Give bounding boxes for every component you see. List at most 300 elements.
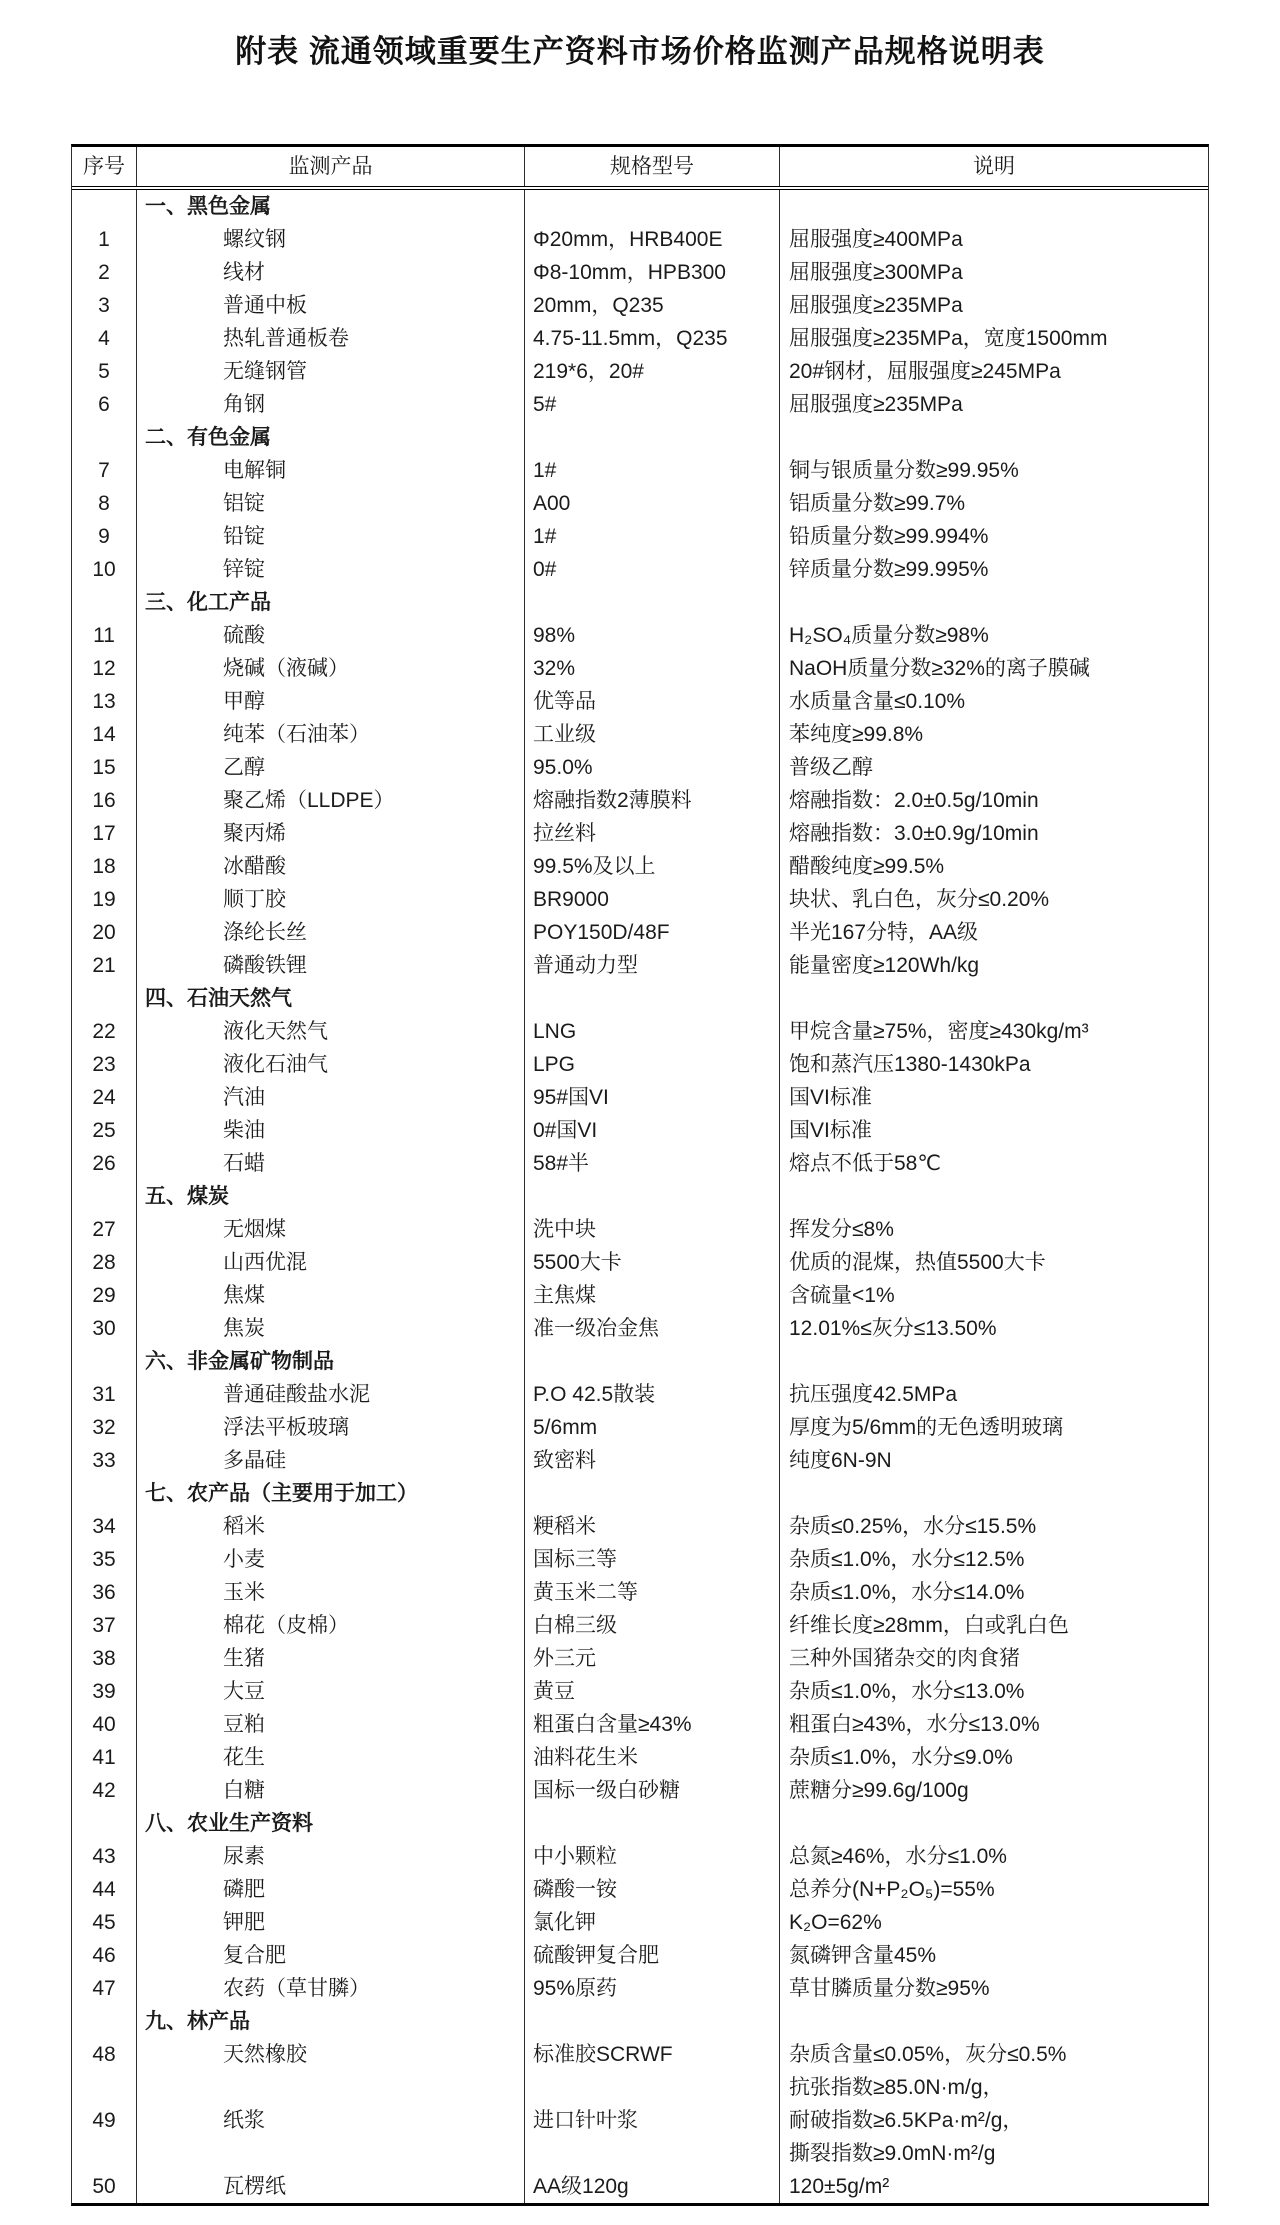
desc-cell-text: 铝质量分数≥99.7%	[789, 492, 966, 515]
row-number-cell-text: 15	[92, 756, 116, 779]
table-row	[72, 1081, 1208, 1114]
spec-cell	[524, 1279, 779, 1312]
spec-cell	[524, 2005, 779, 2038]
table-row	[72, 751, 1208, 784]
spec-cell	[524, 685, 779, 718]
product-cell-text: 花生	[223, 1746, 265, 1769]
product-cell	[136, 652, 524, 685]
row-number-cell	[72, 1840, 136, 1873]
row-number-cell-text: 10	[92, 558, 116, 581]
product-cell-text: 豆粕	[223, 1713, 265, 1736]
desc-cell	[779, 949, 1208, 982]
row-number-cell-text: 30	[92, 1317, 116, 1340]
spec-cell-text: 普通动力型	[533, 954, 638, 977]
row-number-cell	[72, 1807, 136, 1840]
row-number-cell-text: 2	[98, 261, 110, 284]
row-number-cell	[72, 883, 136, 916]
product-cell-text: 铅锭	[223, 525, 265, 548]
spec-cell-text: 1#	[533, 525, 557, 548]
row-number-cell-text: 42	[92, 1779, 116, 1802]
product-cell-text: 复合肥	[223, 1944, 286, 1967]
spec-cell	[524, 1477, 779, 1510]
product-cell-text: 液化石油气	[223, 1053, 328, 1076]
product-cell	[136, 2170, 524, 2203]
row-number-cell-text: 27	[92, 1218, 116, 1241]
desc-cell-text: 苯纯度≥99.8%	[789, 723, 924, 746]
spec-cell	[524, 1048, 779, 1081]
desc-cell	[779, 1708, 1208, 1741]
row-number-cell	[72, 322, 136, 355]
product-cell	[136, 1510, 524, 1543]
desc-cell	[779, 1576, 1208, 1609]
product-cell	[136, 883, 524, 916]
desc-cell-text: 总养分(N+P₂O₅)=55%	[789, 1878, 995, 1901]
product-cell	[136, 784, 524, 817]
spec-cell	[524, 454, 779, 487]
desc-cell	[779, 916, 1208, 949]
desc-cell-text: 12.01%≤灰分≤13.50%	[789, 1317, 997, 1340]
spec-cell-text: 硫酸钾复合肥	[533, 1944, 659, 1967]
spec-cell-text: 优等品	[533, 690, 596, 713]
product-cell-text: 纯苯（石油苯）	[223, 723, 370, 746]
row-number-cell-text: 46	[92, 1944, 116, 1967]
section-label	[136, 2005, 524, 2038]
spec-cell-text: 外三元	[533, 1647, 596, 1670]
table-row	[72, 2071, 1208, 2170]
product-cell-text: 浮法平板玻璃	[223, 1416, 349, 1439]
row-number-cell-text: 37	[92, 1614, 116, 1637]
desc-cell-text: NaOH质量分数≥32%的离子膜碱	[789, 657, 1090, 680]
spec-cell	[524, 256, 779, 289]
row-number-cell-text: 48	[92, 2043, 116, 2066]
spec-cell-text: 粗蛋白含量≥43%	[533, 1713, 692, 1736]
spec-cell	[524, 652, 779, 685]
row-number-cell	[72, 223, 136, 256]
table-row	[72, 520, 1208, 553]
product-cell-text: 角钢	[223, 393, 265, 416]
spec-cell-text: LPG	[533, 1053, 576, 1076]
table-row	[72, 1840, 1208, 1873]
row-number-cell-text: 43	[92, 1845, 116, 1868]
row-number-cell	[72, 1015, 136, 1048]
desc-cell	[779, 2038, 1208, 2071]
desc-cell-text: 杂质≤1.0%，水分≤12.5%	[789, 1548, 1025, 1571]
desc-cell	[779, 1939, 1208, 1972]
spec-cell	[524, 322, 779, 355]
product-cell-text: 普通中板	[223, 294, 307, 317]
desc-cell	[779, 751, 1208, 784]
spec-cell	[524, 2038, 779, 2071]
product-cell	[136, 256, 524, 289]
spec-cell	[524, 1312, 779, 1345]
spec-table	[71, 144, 1209, 2206]
table-row	[72, 1048, 1208, 1081]
spec-cell-text: 氯化钾	[533, 1911, 596, 1934]
row-number-cell	[72, 1477, 136, 1510]
spec-cell	[524, 784, 779, 817]
row-number-cell-text: 31	[92, 1383, 116, 1406]
desc-cell-text: 粗蛋白≥43%，水分≤13.0%	[789, 1713, 1040, 1736]
desc-cell-text: 熔融指数：2.0±0.5g/10min	[789, 789, 1039, 812]
desc-cell	[779, 1114, 1208, 1147]
product-cell-text: 电解铜	[223, 459, 286, 482]
section-label-text: 三、化工产品	[145, 591, 271, 614]
spec-cell-text: P.O 42.5散装	[533, 1383, 656, 1406]
desc-cell	[779, 1213, 1208, 1246]
row-number-cell-text: 8	[98, 492, 110, 515]
row-number-cell	[72, 652, 136, 685]
spec-cell	[524, 949, 779, 982]
product-cell-text: 乙醇	[223, 756, 265, 779]
row-number-cell-text: 17	[92, 822, 116, 845]
desc-cell-text: 锌质量分数≥99.995%	[789, 558, 989, 581]
table-row	[72, 685, 1208, 718]
row-number-cell	[72, 1279, 136, 1312]
desc-cell	[779, 1675, 1208, 1708]
product-cell	[136, 1246, 524, 1279]
desc-cell-text: 总氮≥46%，水分≤1.0%	[789, 1845, 1007, 1868]
spec-cell-text: 4.75-11.5mm，Q235	[533, 327, 728, 350]
spec-cell	[524, 1576, 779, 1609]
table-row	[72, 1741, 1208, 1774]
section-row	[72, 982, 1208, 1015]
product-cell-text: 磷肥	[223, 1878, 265, 1901]
row-number-cell	[72, 2170, 136, 2203]
row-number-cell-text: 3	[98, 294, 110, 317]
row-number-cell-text: 36	[92, 1581, 116, 1604]
product-cell-text: 尿素	[223, 1845, 265, 1868]
spec-cell	[524, 2170, 779, 2203]
spec-cell	[524, 1675, 779, 1708]
section-label-text: 二、有色金属	[145, 426, 271, 449]
desc-cell-text: 熔点不低于58℃	[789, 1152, 941, 1175]
row-number-cell-text: 16	[92, 789, 116, 812]
row-number-cell-text: 12	[92, 657, 116, 680]
desc-cell	[779, 652, 1208, 685]
table-row	[72, 1213, 1208, 1246]
table-row	[72, 916, 1208, 949]
desc-cell-text: 能量密度≥120Wh/kg	[789, 954, 980, 977]
column-header-product: 监测产品	[136, 147, 524, 186]
section-label	[136, 1180, 524, 1213]
desc-cell-text: 20#钢材，屈服强度≥245MPa	[789, 360, 1061, 383]
spec-cell-text: 98%	[533, 624, 576, 647]
row-number-cell-text: 35	[92, 1548, 116, 1571]
desc-cell-text: 醋酸纯度≥99.5%	[789, 855, 945, 878]
desc-cell	[779, 982, 1208, 1015]
spec-cell	[524, 1246, 779, 1279]
spec-cell	[524, 1510, 779, 1543]
product-cell	[136, 1378, 524, 1411]
row-number-cell	[72, 1873, 136, 1906]
row-number-cell	[72, 2005, 136, 2038]
product-cell	[136, 718, 524, 751]
desc-cell-text: 120±5g/m²	[789, 2175, 890, 2198]
section-row	[72, 2005, 1208, 2038]
product-cell	[136, 487, 524, 520]
product-cell-text: 钾肥	[223, 1911, 265, 1934]
table-row	[72, 1675, 1208, 1708]
product-cell	[136, 1411, 524, 1444]
table-row	[72, 223, 1208, 256]
row-number-cell	[72, 1576, 136, 1609]
spec-cell-text: LNG	[533, 1020, 577, 1043]
table-row	[72, 322, 1208, 355]
spec-cell	[524, 619, 779, 652]
desc-line: 撕裂指数≥9.0mN·m²/g	[789, 2142, 996, 2165]
table-body	[72, 190, 1208, 2203]
spec-cell-text: 白棉三级	[533, 1614, 617, 1637]
row-number-cell	[72, 1708, 136, 1741]
section-label	[136, 1477, 524, 1510]
desc-cell	[779, 586, 1208, 619]
row-number-cell-text: 40	[92, 1713, 116, 1736]
table-row	[72, 1972, 1208, 2005]
spec-cell	[524, 751, 779, 784]
desc-cell-text: 挥发分≤8%	[789, 1218, 894, 1241]
row-number-cell	[72, 520, 136, 553]
row-number-cell	[72, 1609, 136, 1642]
spec-cell	[524, 1840, 779, 1873]
row-number-cell-text: 45	[92, 1911, 116, 1934]
product-cell-text: 柴油	[223, 1119, 265, 1142]
product-cell-text: 天然橡胶	[223, 2043, 307, 2066]
desc-cell-text: 铅质量分数≥99.994%	[789, 525, 989, 548]
row-number-cell-text: 44	[92, 1878, 116, 1901]
table-row	[72, 487, 1208, 520]
desc-cell	[779, 1147, 1208, 1180]
column-header-no: 序号	[83, 155, 125, 178]
product-cell-text: 纸浆	[223, 2109, 265, 2132]
section-label	[136, 586, 524, 619]
desc-cell	[779, 1015, 1208, 1048]
row-number-cell-text: 5	[98, 360, 110, 383]
spec-cell	[524, 520, 779, 553]
spec-cell-text: 致密料	[533, 1449, 596, 1472]
product-cell-text: 磷酸铁锂	[223, 954, 307, 977]
section-label	[136, 190, 524, 223]
spec-cell	[524, 223, 779, 256]
desc-cell	[779, 421, 1208, 454]
table-row	[72, 1246, 1208, 1279]
product-cell-text: 无烟煤	[223, 1218, 286, 1241]
row-number-cell	[72, 1906, 136, 1939]
table-row	[72, 1411, 1208, 1444]
spec-cell-text: Φ20mm，HRB400E	[533, 228, 723, 251]
spec-cell	[524, 916, 779, 949]
desc-line: 抗张指数≥85.0N·m/g，	[789, 2076, 1004, 2099]
spec-cell-text: AA级120g	[533, 2175, 629, 2198]
desc-cell	[779, 1279, 1208, 1312]
row-number-cell-text: 13	[92, 690, 116, 713]
product-cell	[136, 2038, 524, 2071]
spec-cell	[524, 1015, 779, 1048]
desc-cell	[779, 1444, 1208, 1477]
desc-cell	[779, 355, 1208, 388]
product-cell	[136, 1906, 524, 1939]
table-row	[72, 652, 1208, 685]
row-number-cell	[72, 685, 136, 718]
row-number-cell	[72, 1510, 136, 1543]
table-row	[72, 619, 1208, 652]
product-cell	[136, 1081, 524, 1114]
row-number-cell	[72, 850, 136, 883]
spec-cell-text: 219*6，20#	[533, 360, 644, 383]
row-number-cell	[72, 1147, 136, 1180]
spec-cell-text: 5#	[533, 393, 557, 416]
product-cell	[136, 619, 524, 652]
desc-cell	[779, 454, 1208, 487]
desc-cell	[779, 1873, 1208, 1906]
product-cell	[136, 850, 524, 883]
desc-cell	[779, 1543, 1208, 1576]
section-row	[72, 1807, 1208, 1840]
table-row	[72, 1015, 1208, 1048]
row-number-cell-text: 29	[92, 1284, 116, 1307]
spec-cell	[524, 1939, 779, 1972]
row-number-cell	[72, 1774, 136, 1807]
product-cell-text: 玉米	[223, 1581, 265, 1604]
section-label	[136, 1345, 524, 1378]
spec-cell-text: 中小颗粒	[533, 1845, 617, 1868]
spec-cell	[524, 421, 779, 454]
row-number-cell	[72, 1048, 136, 1081]
section-row	[72, 1477, 1208, 1510]
table-row	[72, 1279, 1208, 1312]
row-number-cell-text: 1	[98, 228, 110, 251]
spec-cell-text: 0#国VI	[533, 1119, 598, 1142]
desc-cell-text: 屈服强度≥300MPa	[789, 261, 963, 284]
product-cell-text: 稻米	[223, 1515, 265, 1538]
product-cell	[136, 949, 524, 982]
spec-cell	[524, 1444, 779, 1477]
spec-cell-text: 国标三等	[533, 1548, 617, 1571]
row-number-cell-text: 47	[92, 1977, 116, 2000]
spec-cell-text: 国标一级白砂糖	[533, 1779, 680, 1802]
desc-cell-text: 氮磷钾含量45%	[789, 1944, 937, 1967]
product-cell	[136, 1774, 524, 1807]
row-number-cell-text: 7	[98, 459, 110, 482]
row-number-cell	[72, 1675, 136, 1708]
row-number-cell	[72, 421, 136, 454]
spec-cell	[524, 982, 779, 1015]
desc-cell-text: 杂质≤1.0%，水分≤14.0%	[789, 1581, 1025, 1604]
desc-cell	[779, 487, 1208, 520]
spec-cell-text: 5500大卡	[533, 1251, 622, 1274]
spec-cell-text: 黄玉米二等	[533, 1581, 638, 1604]
spec-cell-text: POY150D/48F	[533, 921, 670, 944]
desc-cell	[779, 1180, 1208, 1213]
product-cell-text: 螺纹钢	[223, 228, 286, 251]
product-cell	[136, 751, 524, 784]
product-cell	[136, 1015, 524, 1048]
product-cell-text: 农药（草甘膦）	[223, 1977, 370, 2000]
product-cell	[136, 1312, 524, 1345]
section-label	[136, 1807, 524, 1840]
table-row	[72, 1147, 1208, 1180]
desc-cell-text: 国VI标准	[789, 1119, 872, 1142]
spec-cell	[524, 2071, 779, 2170]
spec-cell	[524, 883, 779, 916]
column-header-desc: 说明	[779, 147, 1208, 186]
desc-line: 耐破指数≥6.5KPa·m²/g，	[789, 2109, 1024, 2132]
product-cell-text: 液化天然气	[223, 1020, 328, 1043]
row-number-cell	[72, 2071, 136, 2170]
row-number-cell-text: 25	[92, 1119, 116, 1142]
spec-cell	[524, 1873, 779, 1906]
desc-cell	[779, 1378, 1208, 1411]
row-number-cell-text: 50	[92, 2175, 116, 2198]
desc-cell	[779, 1345, 1208, 1378]
table-row	[72, 1609, 1208, 1642]
desc-cell	[779, 1972, 1208, 2005]
product-cell-text: 无缝钢管	[223, 360, 307, 383]
row-number-cell	[72, 1114, 136, 1147]
product-cell-text: 白糖	[223, 1779, 265, 1802]
desc-cell	[779, 2170, 1208, 2203]
spec-cell	[524, 1741, 779, 1774]
product-cell-text: 线材	[223, 261, 265, 284]
table-row	[72, 2170, 1208, 2203]
spec-cell	[524, 1081, 779, 1114]
table-row	[72, 1312, 1208, 1345]
spec-cell	[524, 817, 779, 850]
desc-cell	[779, 1411, 1208, 1444]
row-number-cell-text: 19	[92, 888, 116, 911]
spec-cell	[524, 1906, 779, 1939]
desc-cell-text: H₂SO₄质量分数≥98%	[789, 624, 989, 647]
desc-cell	[779, 1081, 1208, 1114]
product-cell-text: 顺丁胶	[223, 888, 286, 911]
spec-cell	[524, 355, 779, 388]
spec-cell-text: 95%原药	[533, 1977, 618, 2000]
product-cell-text: 小麦	[223, 1548, 265, 1571]
table-row	[72, 850, 1208, 883]
product-cell-text: 硫酸	[223, 624, 265, 647]
table-row	[72, 355, 1208, 388]
spec-cell-text: 标准胶SCRWF	[533, 2043, 673, 2066]
desc-cell-text: 甲烷含量≥75%，密度≥430kg/m³	[789, 1020, 1089, 1043]
row-number-cell-text: 11	[93, 624, 115, 647]
spec-cell	[524, 1180, 779, 1213]
table-row	[72, 1708, 1208, 1741]
product-cell	[136, 817, 524, 850]
table-row	[72, 388, 1208, 421]
section-label	[136, 982, 524, 1015]
table-row	[72, 2038, 1208, 2071]
desc-cell-text: 优质的混煤，热值5500大卡	[789, 1251, 1046, 1274]
row-number-cell	[72, 553, 136, 586]
row-number-cell	[72, 916, 136, 949]
product-cell	[136, 1840, 524, 1873]
row-number-cell-text: 34	[92, 1515, 116, 1538]
spec-cell	[524, 1642, 779, 1675]
product-cell	[136, 1114, 524, 1147]
desc-cell-text: 铜与银质量分数≥99.95%	[789, 459, 1019, 482]
desc-cell	[779, 1510, 1208, 1543]
table-row	[72, 718, 1208, 751]
row-number-cell-text: 6	[98, 393, 110, 416]
product-cell-text: 聚丙烯	[223, 822, 286, 845]
desc-cell	[779, 1840, 1208, 1873]
section-label-text: 九、林产品	[145, 2010, 250, 2033]
table-row	[72, 1939, 1208, 1972]
product-cell	[136, 1444, 524, 1477]
row-number-cell-text: 39	[92, 1680, 116, 1703]
spec-cell	[524, 1774, 779, 1807]
desc-cell	[779, 1609, 1208, 1642]
row-number-cell-text: 20	[92, 921, 116, 944]
